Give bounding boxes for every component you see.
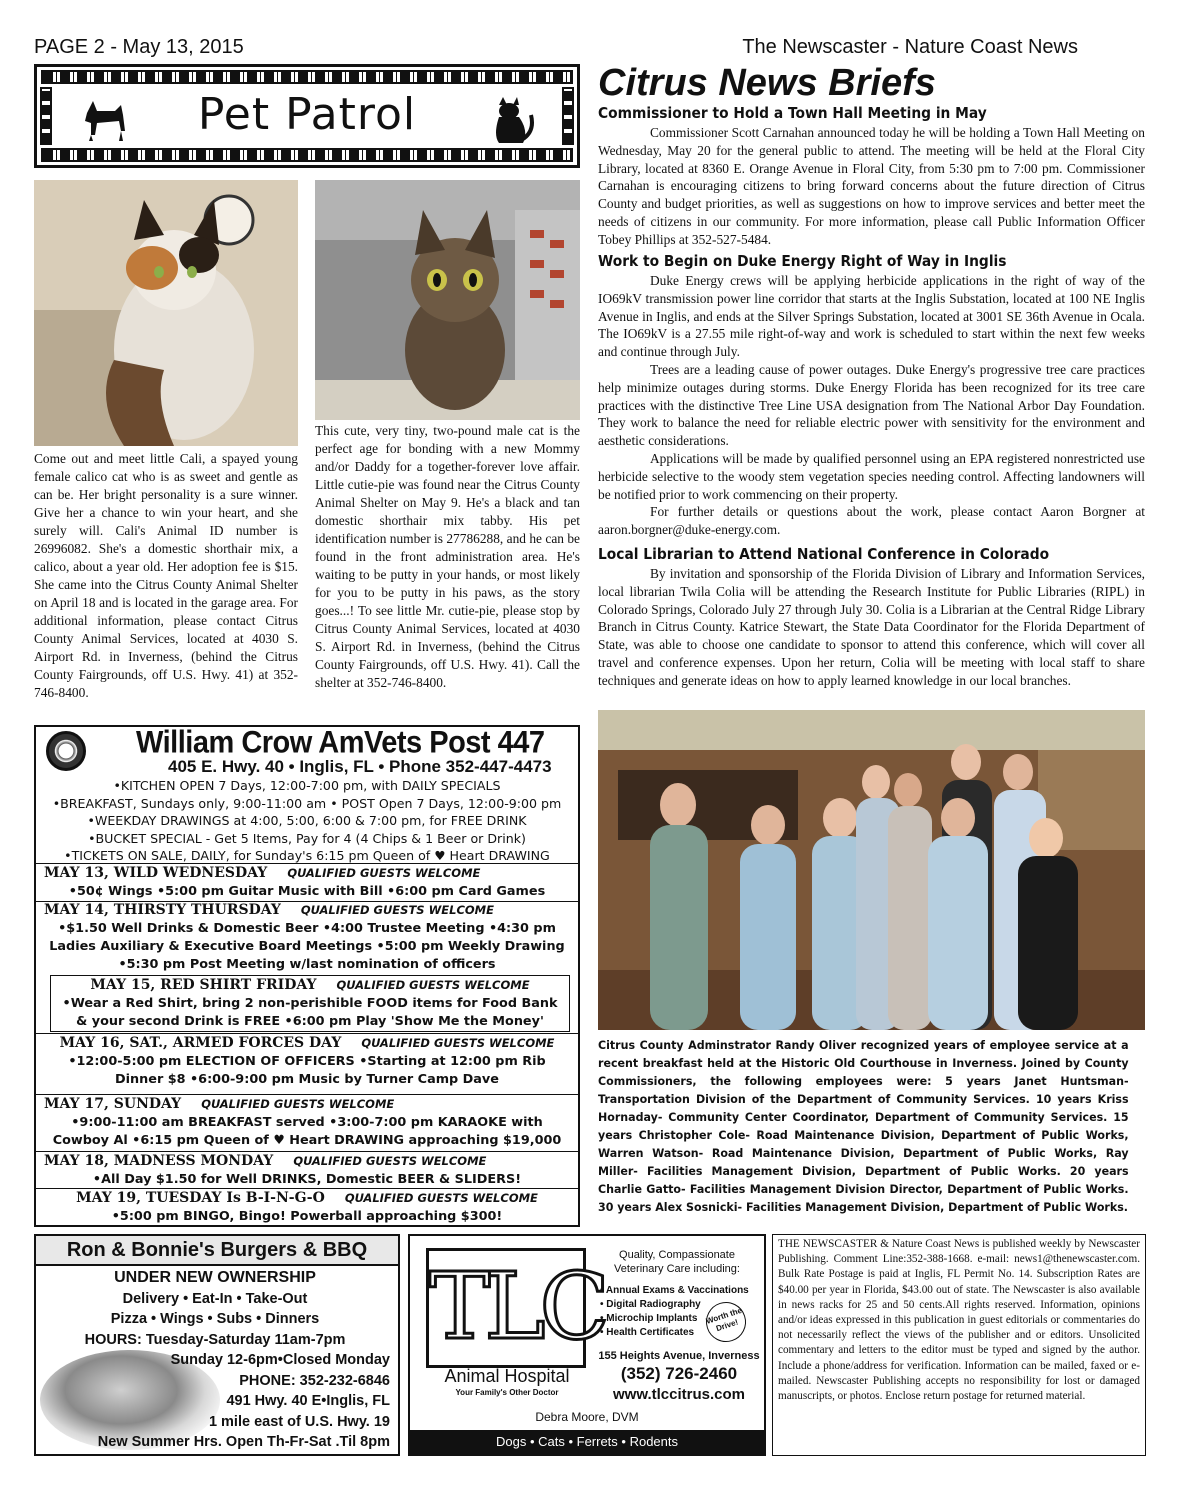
tlc-animals-bar: Dogs • Cats • Ferrets • Rodents [410, 1430, 764, 1454]
event-may-13 [36, 863, 578, 902]
amvets-info-line: •BUCKET SPECIAL - Get 5 Items, Pay for 4 (4 Chips & 1 Beer or Drink) [88, 830, 526, 846]
calico-cat-photo [34, 180, 298, 446]
tlc-website: www.tlccitrus.com [613, 1386, 745, 1403]
service-item: • Microchip Implants [600, 1313, 698, 1324]
event-heading: MAY 14, THIRSTY THURSDAY [44, 902, 281, 918]
ad-line: Delivery • Eat-In • Take-Out [122, 1290, 308, 1307]
amvets-ad [34, 725, 580, 1227]
event-may-19 [36, 1188, 578, 1226]
event-may-16 [36, 1033, 578, 1089]
tabby-kitten-photo [315, 180, 580, 420]
event-heading: MAY 17, SUNDAY [44, 1096, 182, 1112]
ad-line: UNDER NEW OWNERSHIP [114, 1269, 316, 1286]
publication-info-box: THE NEWSCASTER & Nature Coast News is published weekly by Newscaster Publishing. Comment Line:352-388-1668. e-mail: news1@thenewscaster.com. Bulk Rate Postage is paid at Inglis, FL Permit No. 14. Subscription Rates are $40.00 per year in Florida, $43.00 out of state. The Newscaster is also available in news racks for 25 and 50 cents.All rights reserved. Information, opinions and/or ideas expressed in this publication in guest editorials or commentaries do not necessarily reflect the views of the publisher and or editors. Unsolicited commentary and letters to the editor must be typed and signed by the author. Include a phone/address for verification. Information can be mailed, faxed or e-mailed. Newscaster Publishing accepts no responsibility for lost or damaged manuscripts, or photos. Enclose return postage for returned material. [772, 1234, 1146, 1456]
event-may-14 [36, 901, 578, 974]
amvets-info-line: •BREAKFAST, Sundays only, 9:00-11:00 am • POST Open 7 Days, 12:00-9:00 pm [52, 795, 562, 811]
amvets-title: William Crow AmVets Post 447 [136, 725, 545, 761]
event-may-17 [36, 1094, 578, 1150]
qualified-guests-note: QUALIFIED GUESTS WELCOME [201, 1097, 395, 1111]
tlc-phone: (352) 726-2460 [620, 1364, 738, 1383]
amvets-address: 405 E. Hwy. 40 • Inglis, FL • Phone 352-447-4473 [168, 757, 552, 776]
chain-border-top [41, 70, 573, 84]
event-details: •12:00-5:00 pm ELECTION OF OFFICERS •Starting at 12:00 pm Rib Dinner $8 •6:00-9:00 pm Music by Turner Camp Dave [68, 1054, 546, 1087]
event-heading: MAY 13, WILD WEDNESDAY [44, 865, 268, 881]
publication-name-header: The Newscaster - Nature Coast News [742, 36, 1078, 58]
ad-line: PHONE: 352-232-6846 [239, 1372, 390, 1389]
tlc-tagline: Your Family's Other Doctor [455, 1388, 559, 1397]
amvets-seal-icon [46, 731, 86, 771]
article-paragraph: Trees are a leading cause of power outages. Duke Energy's progressive tree care practices help minimize outages during storms. Duke Energy Florida has been recognized for its tree care practices with the distinctive Tree Line USA designation from The National Arbor Day Foundation. They work to balance the need for reliable electric power with sensitivity for the environment and aesthetic considerations. [598, 361, 1145, 449]
ad-line: Pizza • Wings • Subs • Dinners [110, 1311, 320, 1327]
event-heading: MAY 18, MADNESS MONDAY [44, 1153, 274, 1169]
amvets-header [36, 727, 578, 777]
article-headline: Work to Begin on Duke Energy Right of Way in Inglis [598, 252, 1007, 270]
pet-patrol-banner [34, 64, 580, 168]
amvets-info-line: •KITCHEN OPEN 7 Days, 12:00-7:00 pm, with DAILY SPECIALS [113, 778, 501, 793]
pet-description-cali: Come out and meet little Cali, a spayed young female calico cat who is as sweet and gentle as can be. Her bright personality is a sure winner. Give her a chance to win your heart, and she surely will. Cali's Animal ID number is 26996082. She's a domestic shorthair mix, a calico, about a year old. Her adoption fee is $15. She came into the Citrus County Animal Shelter on April 18 and is located in the garage area. For additional information, please contact Citrus County Animal Services, located at 4030 S. Airport Rd. in Inverness, (behind the Citrus County Fairgrounds, off U.S. Hwy. 41) at 352-746-8400. [34, 451, 298, 700]
article-paragraph: For further details or questions about the work, please contact Aaron Borgner at aaron.borgner@duke-energy.com. [598, 504, 1145, 538]
tlc-logo: TLC [426, 1248, 586, 1368]
qualified-guests-note: QUALIFIED GUESTS WELCOME [336, 978, 530, 992]
ad-line: HOURS: Tuesday-Saturday 11am-7pm [84, 1331, 346, 1348]
event-heading: MAY 16, SAT., ARMED FORCES DAY [59, 1035, 342, 1051]
tlc-intro: Quality, Compassionate Veterinary Care including: [614, 1249, 740, 1275]
employee-group-photo [598, 710, 1145, 1030]
event-may-18 [36, 1151, 578, 1189]
ad-line: 491 Hwy. 40 E•Inglis, FL [226, 1393, 390, 1409]
event-may-15 [50, 975, 570, 1032]
pet-description-kitten: This cute, very tiny, two-pound male cat is the perfect age for bonding with a new Mommy and/or Daddy for a together-forever love affair. Little cutie-pie was found near the Citrus County Animal Shelter on May 9. He's a black and tan domestic shorthair mix tabby. His pet identification number is 27786288, and he can be found in the front administration area. He's waiting to be putty in your hands, or most likely for you to be putty in his paws, as the story goes...! To see little Mr. cutie-pie, please stop by Citrus County Animal Services, located at 4030 S. Airport Rd. in Inverness, (behind the Citrus County Fairgrounds, off U.S. Hwy. 41). Call the shelter at 352-746-8400. [315, 423, 580, 690]
worth-the-drive-badge: Worth the Drive! [701, 1297, 751, 1347]
qualified-guests-note: QUALIFIED GUESTS WELCOME [287, 866, 481, 880]
event-heading: MAY 15, RED SHIRT FRIDAY [90, 977, 317, 993]
service-item: • Digital Radiography [600, 1299, 701, 1310]
amvets-general-info [36, 777, 578, 865]
page-date-header: PAGE 2 - May 13, 2015 [34, 36, 244, 58]
qualified-guests-note: QUALIFIED GUESTS WELCOME [293, 1154, 487, 1168]
amvets-info-line: •TICKETS ON SALE, DAILY, for Sunday's 6:15 pm Queen of ♥ Heart DRAWING [64, 848, 550, 863]
event-details: •$1.50 Well Drinks & Domestic Beer •4:00 Trustee Meeting •4:30 pm Ladies Auxiliary & Executive Board Meetings •5:00 pm Weekly Drawing •5:30 pm Post Meeting w/last nomination of officers [49, 921, 565, 972]
article-body [598, 124, 1145, 249]
briefs-section-title: Citrus News Briefs [598, 62, 936, 104]
article-paragraph: Commissioner Scott Carnahan announced today he will be holding a Town Hall Meeting on Wednesday, May 20 for the general public to attend. The meeting will be held at the Floral City Library, located at 8360 E. Orange Avenue in Floral City, from 5:30 pm to 7:00 pm. Commissioner Carnahan is encouraging citizens to bring forward concerns about the future direction of Citrus County and budget priorities, as well as suggestions on how to improve services and better meet the needs of citizens in our community. For more information, please call Public Information Officer Tobey Phillips at 352-527-5484. [598, 125, 1145, 247]
article-headline: Local Librarian to Attend National Conference in Colorado [598, 545, 1050, 563]
event-details: •9:00-11:00 am BREAKFAST served •3:00-7:00 pm KARAOKE with Cowboy Al •6:15 pm Queen of ♥ Heart DRAWING approaching $19,000 [52, 1115, 562, 1148]
tlc-name: Animal Hospital [444, 1366, 570, 1386]
event-heading: MAY 19, TUESDAY Is B-I-N-G-O [76, 1190, 325, 1206]
restaurant-name: Ron & Bonnie's Burgers & BBQ [36, 1236, 398, 1266]
ad-line: New Summer Hrs. Open Th-Fr-Sat .Til 8pm [97, 1434, 390, 1450]
amvets-info-line: •WEEKDAY DRAWINGS at 4:00, 5:00, 6:00 & 7:00 pm, for FREE DRINK [87, 813, 527, 828]
article-body [598, 565, 1145, 690]
chain-border-bottom [41, 148, 573, 162]
event-details: •All Day $1.50 for Well DRINKS, Domestic BEER & SLIDERS! [92, 1172, 522, 1187]
pet-patrol-title: Pet Patrol [197, 89, 417, 140]
ad-line: 1 mile east of U.S. Hwy. 19 [208, 1413, 390, 1430]
event-details: •5:00 pm BINGO, Bingo! Powerball approaching $300! [111, 1209, 503, 1224]
article-paragraph: Applications will be made by qualified personnel using an EPA registered nonrestricted use herbicide selective to the woody stem vegetation species needing control. Affecting landowners will be notified prior to work commencing on their property. [598, 450, 1145, 502]
photo-caption: Citrus County Adminstrator Randy Oliver recognized years of employee service at a recent breakfast held at the Historic Old Courthouse in Inverness. Joined by County Commissioners, the following employees were: 5 years Janet Huntsman-Transportation Division of the Department of Community Services. 10 years Kriss Hornaday- Community Center Coordinator, Department of Community Services. 15 years Christopher Cole- Road Maintenance Division, Department of Public Works, Warren Watson- Road Maintenance Division, Department of Public Works, Ray Miller- Facilities Management Division, Department of Public Works. 20 years Charlie Gatto- Facilities Management Division Director, Department of Public Works. 30 years Alex Sosnicki- Facilities Management Division, Department of Public Works. [598, 1038, 1129, 1214]
service-item: • Health Certificates [600, 1327, 695, 1338]
service-item: • Annual Exams & Vaccinations [600, 1285, 749, 1296]
tlc-doctor: Debra Moore, DVM [535, 1410, 639, 1424]
qualified-guests-note: QUALIFIED GUESTS WELCOME [300, 903, 494, 917]
qualified-guests-note: QUALIFIED GUESTS WELCOME [344, 1191, 538, 1205]
event-details: •Wear a Red Shirt, bring 2 non-perishible FOOD items for Food Bank & your second Drink is FREE •6:00 pm Play 'Show Me the Money' [62, 996, 558, 1029]
cat-silhouette-icon [487, 91, 537, 147]
article-body [598, 272, 1145, 539]
tlc-address: 155 Heights Avenue, Inverness [598, 1350, 760, 1362]
event-details: •50¢ Wings •5:00 pm Guitar Music with Bill •6:00 pm Card Games [68, 884, 546, 899]
qualified-guests-note: QUALIFIED GUESTS WELCOME [361, 1036, 555, 1050]
restaurant-details [40, 1268, 390, 1453]
ron-bonnie-ad [34, 1234, 400, 1456]
tlc-animal-hospital-ad [408, 1234, 766, 1456]
ad-line: Sunday 12-6pm•Closed Monday [170, 1352, 390, 1368]
article-paragraph: By invitation and sponsorship of the Florida Division of Library and Information Services, local librarian Twila Colia will be attending the Research Institute for Public Libraries (RIPL) in Colorado Springs, Colorado July 27 through July 30. Colia is a Librarian at the Central Ridge Library Branch in Citrus County. Katrice Stewart, the State Data Coordinator for the Florida Department of State, was able to choose one candidate to sponsor to attend this conference, which will cover all travel and conference expenses. Upon her return, Colia will be meeting with local staff to share techniques and generate ideas on how to apply learned knowledge in our local branches. [598, 566, 1145, 688]
article-paragraph: Duke Energy crews will be applying herbicide applications in the right of way of the IO69kV transmission power line corridor that starts at the Inglis Substation, located at 100 NE Inglis Avenue in Inglis, and ends at the Silver Springs Substation, located at 3001 SE 36th Avenue in Ocala. The IO69kV is a 27.55 mile right-of-way and work is scheduled to start within the next few weeks and continue through July. [598, 273, 1145, 360]
article-headline: Commissioner to Hold a Town Hall Meeting in May [598, 104, 987, 122]
